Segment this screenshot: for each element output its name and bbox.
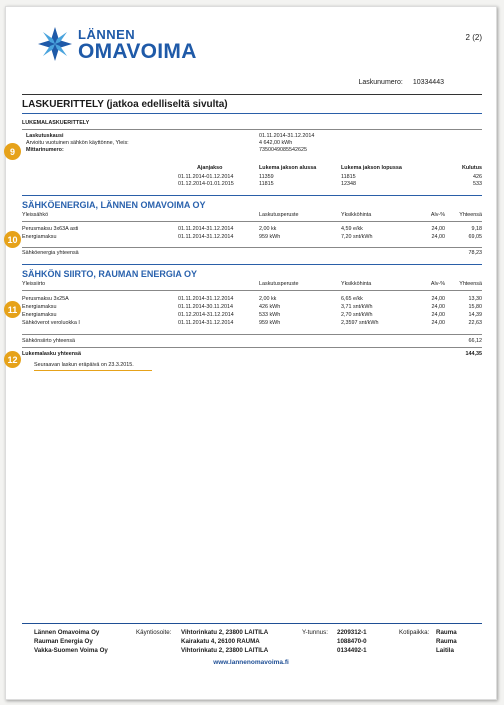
transfer-header-product: Yleissiirto — [22, 281, 46, 287]
footer-business-id: 1088470-0 — [337, 638, 367, 645]
transfer-row-name: Energiamaksu — [22, 304, 57, 310]
footer-home: Rauma — [436, 638, 457, 645]
footer-company: Rauman Energia Oy — [34, 638, 93, 645]
page-title: LASKUERITTELY (jatkoa edelliseltä sivulta) — [22, 99, 228, 110]
callout-badge-11: 11 — [4, 301, 21, 318]
callout-badge-10: 10 — [4, 231, 21, 248]
transfer-row-unit-price: 3,71 snt/kWh — [341, 304, 373, 310]
transfer-row-unit-price: 2,70 snt/kWh — [341, 312, 373, 318]
divider — [22, 247, 482, 248]
reading-header-end: Lukema jakson lopussa — [341, 165, 402, 171]
energy-row-vat: 24,00 — [431, 226, 445, 232]
energy-row-period: 01.11.2014-31.12.2014 — [178, 234, 234, 240]
transfer-row-vat: 24,00 — [431, 320, 445, 326]
footer-divider — [22, 623, 482, 624]
footer-company: Vakka-Suomen Voima Oy — [34, 647, 108, 654]
footer-addresses — [181, 628, 268, 655]
logo-star-icon — [36, 25, 74, 63]
estimate-label: Arvioitu vuotuinen sähkön käyttönne, Yleis: — [26, 140, 129, 146]
reading-row-usage: 426 — [473, 174, 482, 180]
divider — [22, 94, 482, 95]
energy-total-label: Sähköenergia yhteensä — [22, 250, 79, 256]
reading-header-start: Lukema jakson alussa — [259, 165, 317, 171]
energy-header-basis: Laskutusperuste — [259, 212, 299, 218]
transfer-row-total: 13,30 — [468, 296, 482, 302]
meter-label: Mittarinumero: — [26, 147, 64, 153]
transfer-row-total: 22,63 — [468, 320, 482, 326]
energy-row-unit-price: 7,20 snt/kWh — [341, 234, 373, 240]
reading-header-usage: Kulutus — [461, 165, 482, 171]
reading-row-period: 01.11.2014-01.12.2014 — [178, 174, 234, 180]
divider — [22, 334, 482, 335]
energy-row-basis: 959 kWh — [259, 234, 281, 240]
divider — [22, 290, 482, 291]
energy-header-product: Yleissähkö — [22, 212, 49, 218]
callout-badge-12: 12 — [4, 351, 21, 368]
transfer-row-period: 01.11.2014-31.12.2014 — [178, 296, 234, 302]
transfer-row-unit-price: 6,65 e/kk — [341, 296, 363, 302]
footer-ids — [337, 628, 367, 655]
company-logo — [36, 21, 216, 69]
transfer-row-name: Sähköverot veroluokka I — [22, 320, 80, 326]
footer-home: Laitila — [436, 647, 454, 654]
invoice-number-block — [358, 79, 444, 86]
reading-row-end: 12348 — [341, 181, 356, 187]
transfer-total-label: Sähkönsiirto yhteensä — [22, 338, 76, 344]
divider — [22, 221, 482, 222]
footer-address: Kairakatu 4, 26100 RAUMA — [181, 638, 260, 645]
transfer-row-vat: 24,00 — [431, 304, 445, 310]
energy-header-unit-price: Yksikköhinta — [341, 212, 372, 218]
transfer-row-name: Perusmaksu 3x25A — [22, 296, 69, 302]
footer-companies — [34, 628, 108, 655]
meter-value: 7350049085542625 — [259, 147, 307, 153]
footer-business-id: 0134492-1 — [337, 647, 367, 654]
energy-total-value: 78,23 — [468, 250, 482, 256]
period-label: Laskutuskausi — [26, 133, 64, 139]
transfer-row-name: Energiamaksu — [22, 312, 57, 318]
transfer-row-vat: 24,00 — [431, 296, 445, 302]
reading-row-end: 11815 — [341, 174, 356, 180]
due-date-highlight — [34, 370, 152, 371]
footer-home: Rauma — [436, 629, 457, 636]
transfer-row-basis: 533 kWh — [259, 312, 281, 318]
energy-row-period: 01.11.2014-31.12.2014 — [178, 226, 234, 232]
grand-total-value: 144,35 — [465, 351, 482, 357]
divider — [22, 195, 482, 196]
footer-address: Vihtorinkatu 2, 23800 LAITILA — [181, 629, 269, 636]
grand-total-label: Lukemalasku yhteensä — [22, 351, 82, 357]
period-value: 01.11.2014-31.12.2014 — [259, 133, 315, 139]
energy-section-title: SÄHKÖENERGIA, LÄNNEN OMAVOIMA OY — [22, 200, 206, 210]
reading-row-start: 11359 — [259, 174, 274, 180]
transfer-row-total: 15,80 — [468, 304, 482, 310]
transfer-row-basis: 959 kWh — [259, 320, 281, 326]
footer-business-id: 2209312-1 — [337, 629, 367, 636]
transfer-row-period: 01.11.2014-30.11.2014 — [178, 304, 233, 310]
transfer-total-value: 66,12 — [468, 338, 482, 344]
invoice-page — [5, 6, 497, 700]
transfer-row-basis: 426 kWh — [259, 304, 281, 310]
estimate-value: 4 642,00 kWh — [259, 140, 293, 146]
logo-text-top: LÄNNEN — [78, 27, 136, 42]
divider — [22, 129, 482, 130]
invoice-number: 10334443 — [412, 79, 444, 86]
energy-row-vat: 24,00 — [431, 234, 445, 240]
footer-id-label: Y-tunnus: — [302, 629, 328, 636]
divider — [22, 347, 482, 348]
footer-company: Lännen Omavoima Oy — [34, 629, 100, 636]
transfer-row-period: 01.12.2014-31.12.2014 — [178, 312, 234, 318]
energy-row-total: 69,05 — [468, 234, 482, 240]
energy-header-total: Yhteensä — [459, 212, 482, 218]
transfer-section-title: SÄHKÖN SIIRTO, RAUMAN ENERGIA OY — [22, 269, 198, 279]
footer-homes — [436, 628, 457, 655]
divider — [22, 113, 482, 114]
reading-row-period: 01.12.2014-01.01.2015 — [178, 181, 234, 187]
transfer-row-vat: 24,00 — [431, 312, 445, 318]
footer-address-label: Käyntiosoite: — [136, 629, 172, 636]
reading-row-start: 11815 — [259, 181, 274, 187]
energy-row-name: Energiamaksu — [22, 234, 57, 240]
footer-home-label: Kotipaikka: — [399, 629, 430, 636]
transfer-header-vat: Alv-% — [430, 281, 445, 287]
transfer-header-total: Yhteensä — [459, 281, 482, 287]
transfer-header-unit-price: Yksikköhinta — [341, 281, 372, 287]
transfer-row-period: 01.11.2014-31.12.2014 — [178, 320, 234, 326]
transfer-row-basis: 2,00 kk — [259, 296, 277, 302]
logo-text-bottom: OMAVOIMA — [78, 40, 197, 63]
page-number: 2 (2) — [465, 33, 482, 42]
callout-badge-9: 9 — [4, 143, 21, 160]
footer-address: Vihtorinkatu 2, 23800 LAITILA — [181, 647, 269, 654]
energy-row-total: 9,18 — [471, 226, 482, 232]
invoice-number-label: Laskunumero: — [358, 79, 403, 86]
transfer-row-unit-price: 2,3597 snt/kWh — [341, 320, 379, 326]
transfer-header-basis: Laskutusperuste — [259, 281, 299, 287]
energy-header-vat: Alv-% — [430, 212, 445, 218]
due-date-note: Seuraavan laskun eräpäivä on 23.3.2015. — [34, 362, 134, 368]
footer-website-link[interactable]: www.lannenomavoima.fi — [213, 659, 289, 666]
energy-row-basis: 2,00 kk — [259, 226, 277, 232]
transfer-row-total: 14,39 — [468, 312, 482, 318]
energy-row-name: Perusmaksu 3x63A asti — [22, 226, 79, 232]
reading-row-usage: 533 — [473, 181, 482, 187]
reading-section-title: LUKEMALASKUERITTELY — [22, 120, 90, 126]
divider — [22, 264, 482, 265]
energy-row-unit-price: 4,59 e/kk — [341, 226, 363, 232]
reading-header-period: Ajanjakso — [197, 165, 223, 171]
